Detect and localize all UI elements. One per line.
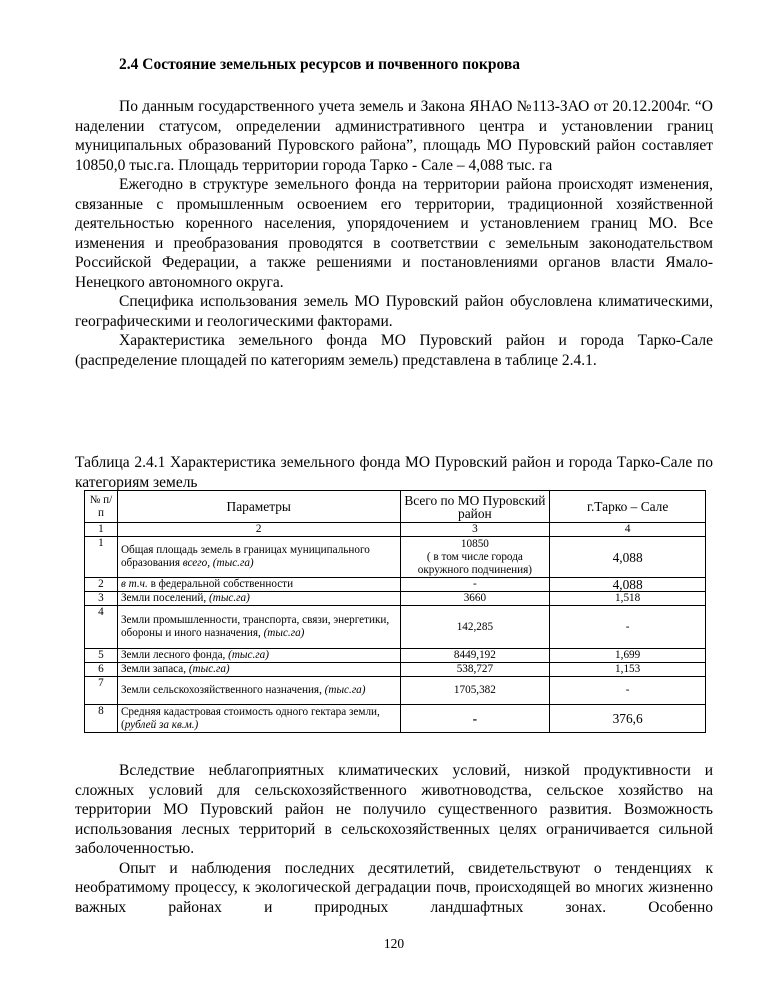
column-number: 3 — [400, 523, 550, 537]
table-header-row — [85, 491, 706, 523]
body-text-bottom — [75, 761, 713, 917]
row-parameter: Земли поселений, (тыс.га) — [117, 592, 400, 606]
row-number: 7 — [85, 677, 118, 705]
body-text-top — [75, 97, 713, 370]
row-parameter: Общая площадь земель в границах муниципального образования всего, (тыс.га) — [117, 537, 400, 578]
row-city: - — [550, 677, 706, 705]
table-row — [85, 592, 706, 606]
section-heading: 2.4 Состояние земельных ресурсов и почвенного покрова — [119, 56, 520, 73]
row-parameter: Средняя кадастровая стоимость одного гектара земли, (рублей за кв.м.) — [117, 705, 400, 733]
table-header-cell: г.Тарко – Сале — [550, 491, 706, 523]
row-city: 1,518 — [550, 592, 706, 606]
column-number: 1 — [85, 523, 118, 537]
row-total: 3660 — [400, 592, 550, 606]
row-number: 2 — [85, 578, 118, 592]
table-header-cell: Параметры — [117, 491, 400, 523]
row-city: 4,088 — [550, 578, 706, 592]
table-row — [85, 578, 706, 592]
table-row — [85, 649, 706, 663]
paragraph: Вследствие неблагоприятных климатических условий, низкой продуктивности и сложных условий для сельскохозяйственного животноводства, сельское хозяйство на территории МО Пуровский район не получило существенного развития. Возможность использования лесных территорий в сельскохозяйственных целях ограничивается сильной заболоченностью. — [75, 762, 713, 857]
paragraph: Специфика использования земель МО Пуровский район обусловлена климатическими, географическими и геологическими факторами. — [75, 293, 713, 330]
table-row — [85, 705, 706, 733]
row-total: 1705,382 — [400, 677, 550, 705]
row-number: 5 — [85, 649, 118, 663]
table-row — [85, 677, 706, 705]
row-number: 6 — [85, 663, 118, 677]
paragraph: Ежегодно в структуре земельного фонда на территории района происходят изменения, связанные с промышленным освоением его территории, традиционной хозяйственной деятельностью коренного населения, упорядочением и установлением границ МО. Все изменения и преобразования проводятся в соответствии с земельным законодательством Российской Федерации, а также решениями и постановлениями органов власти Ямало-Ненецкого автономного округа. — [75, 176, 713, 291]
row-city: 4,088 — [550, 537, 706, 578]
row-total: 10850 ( в том числе города окружного подчинения) — [400, 537, 550, 578]
row-number: 4 — [85, 606, 118, 649]
paragraph: По данным государственного учета земель и Закона ЯНАО №113-ЗАО от 20.12.2004г. “О наделении статусом, определении административного центра и установлении границ муниципальных образований Пуровского района”, площадь МО Пуровский район составляет 10850,0 тыс.га. Площадь территории города Тарко - Сале – 4,088 тыс. га — [75, 98, 713, 174]
row-city: 1,699 — [550, 649, 706, 663]
table-row — [85, 663, 706, 677]
row-parameter: Земли лесного фонда, (тыс.га) — [117, 649, 400, 663]
table-caption: Таблица 2.4.1 Характеристика земельного фонда МО Пуровский район и города Тарко-Сале по категориям земель — [75, 454, 713, 491]
row-total: 8449,192 — [400, 649, 550, 663]
paragraph: Опыт и наблюдения последних десятилетий, свидетельствуют о тенденциях к необратимому процессу, к экологической деградации почв, происходящей во многих жизненно важных районах и природных ландшафтных зонах. Особенно — [75, 859, 713, 916]
land-fund-table — [84, 490, 706, 733]
row-city: 376,6 — [550, 705, 706, 733]
row-total: 538,727 — [400, 663, 550, 677]
row-city: 1,153 — [550, 663, 706, 677]
table-header-cell: Всего по МО Пуровский район — [400, 491, 550, 523]
row-city: - — [550, 606, 706, 649]
table-column-number-row — [85, 523, 706, 537]
column-number: 4 — [550, 523, 706, 537]
row-number: 8 — [85, 705, 118, 733]
row-parameter: в т.ч. в федеральной собственности — [117, 578, 400, 592]
row-total: 142,285 — [400, 606, 550, 649]
row-number: 1 — [85, 537, 118, 578]
row-parameter: Земли запаса, (тыс.га) — [117, 663, 400, 677]
table-row — [85, 606, 706, 649]
row-total: - — [400, 705, 550, 733]
row-number: 3 — [85, 592, 118, 606]
paragraph: Характеристика земельного фонда МО Пуровский район и города Тарко-Сале (распределение площадей по категориям земель) представлена в таблице 2.4.1. — [75, 332, 713, 369]
row-parameter: Земли промышленности, транспорта, связи, энергетики, обороны и иного назначения, (тыс.га) — [117, 606, 400, 649]
row-total: - — [400, 578, 550, 592]
row-parameter: Земли сельскохозяйственного назначения, (тыс.га) — [117, 677, 400, 705]
page-number: 120 — [383, 936, 405, 951]
table-row — [85, 537, 706, 578]
column-number: 2 — [117, 523, 400, 537]
table-header-cell: № п/п — [85, 491, 118, 523]
